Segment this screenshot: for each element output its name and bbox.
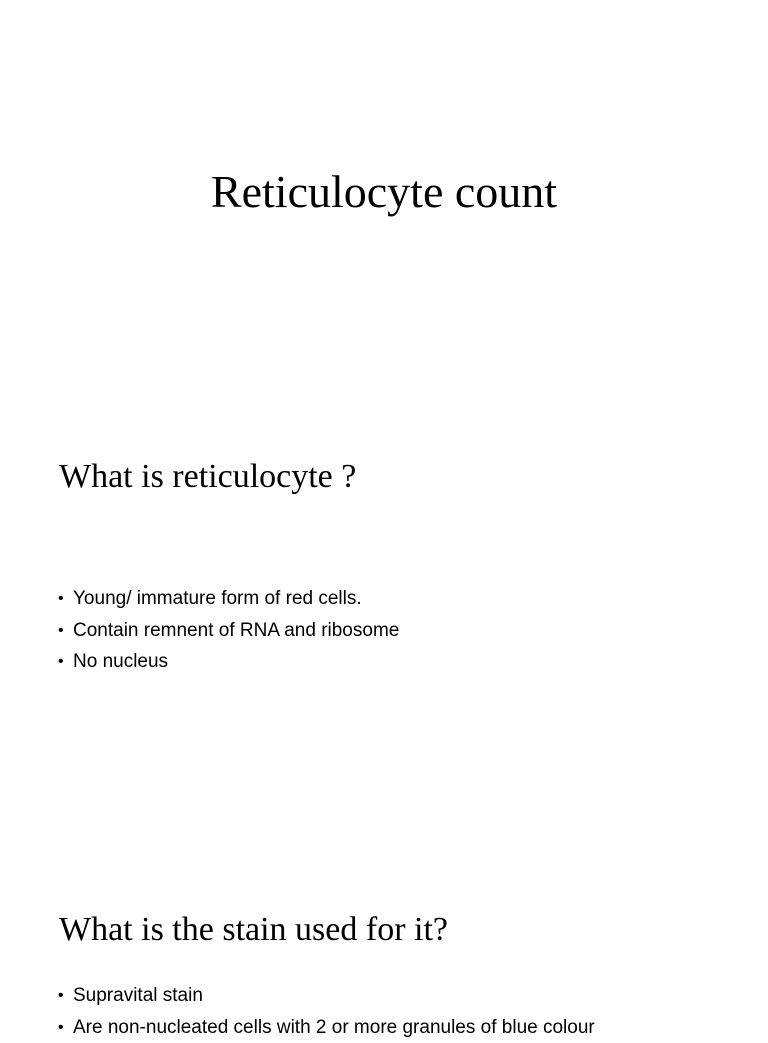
bullet-list-stain (58, 980, 595, 1043)
bullet-item: • Young/ immature form of red cells. (58, 583, 399, 615)
bullet-item: • Supravital stain (58, 980, 595, 1012)
bullet-item: • Contain remnent of RNA and ribosome (58, 615, 399, 647)
bullet-list-reticulocyte (58, 583, 399, 678)
page-title: Reticulocyte count (0, 163, 768, 221)
bullet-item: • No nucleus (58, 646, 399, 678)
section-heading-reticulocyte: What is reticulocyte ? (59, 456, 356, 498)
section-heading-stain: What is the stain used for it? (59, 909, 448, 951)
bullet-item: • Are non-nucleated cells with 2 or more granules of blue colour (58, 1012, 595, 1043)
